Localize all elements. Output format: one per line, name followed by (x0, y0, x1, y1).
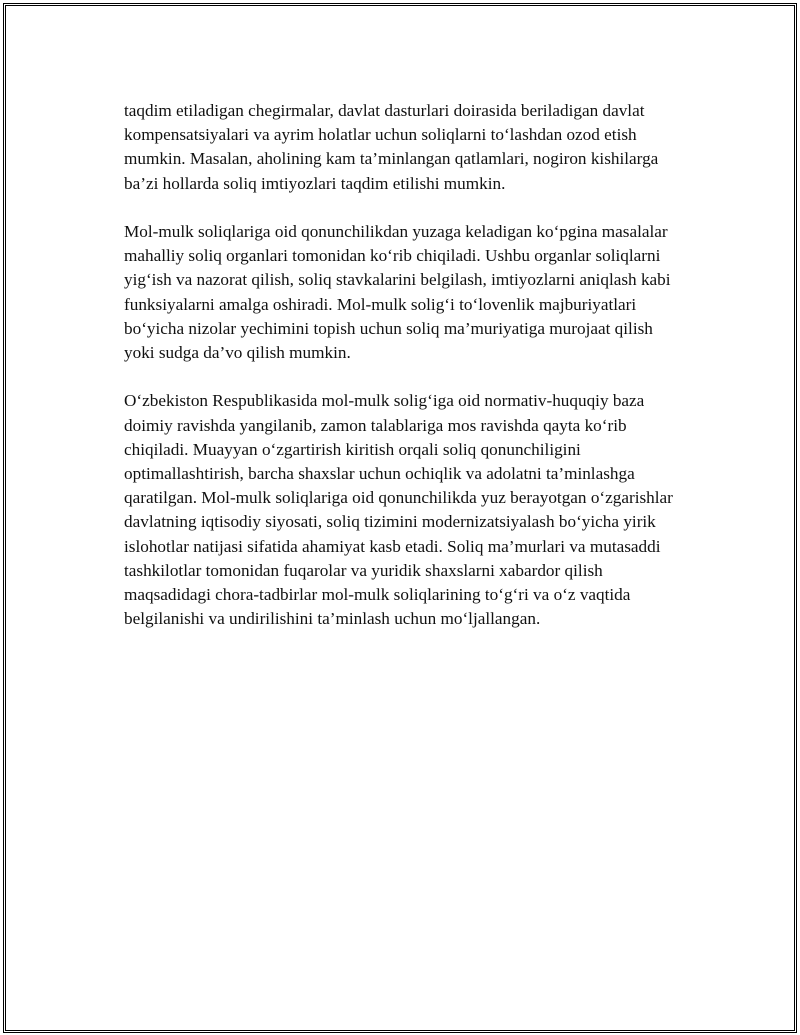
page-frame (3, 3, 797, 1033)
paragraph-2: Mol-mulk soliqlariga oid qonunchilikdan yuzaga keladigan ko‘pgina masalalar mahalliy soliq organlari tomonidan ko‘rib chiqiladi. Ushbu organlar soliqlarni yig‘ish va nazorat qilish, soliq stavkalarini belgilash, imtiyozlarni aniqlash kabi funksiyalarni amalga oshiradi. Mol-mulk solig‘i to‘lovenlik majburiyatlari bo‘yicha nizolar yechimini topish uchun soliq ma’muriyatiga murojaat qilish yoki sudga da’vo qilish mumkin. (124, 222, 671, 363)
paragraph-1: taqdim etiladigan chegirmalar, davlat dasturlari doirasida beriladigan davlat kompensatsiyalari va ayrim holatlar uchun soliqlarni to‘lashdan ozod etish mumkin. Masalan, aholining kam ta’minlangan qatlamlari, nogiron kishilarga ba’zi hollarda soliq imtiyozlari taqdim etilishi mumkin. (124, 101, 659, 193)
document-body (124, 99, 684, 631)
paragraph-3: O‘zbekiston Respublikasida mol-mulk solig‘iga oid normativ-huquqiy baza doimiy ravishda yangilanib, zamon talablariga mos ravishda qayta ko‘rib chiqiladi. Muayyan o‘zgartirish kiritish orqali soliq qonunchiligini optimallashtirish, barcha shaxslar uchun ochiqlik va adolatni ta’minlashga qaratilgan. Mol-mulk soliqlariga oid qonunchilikda yuz berayotgan o‘zgarishlar davlatning iqtisodiy siyosati, soliq tizimini modernizatsiyalash bo‘yicha yirik islohotlar natijasi sifatida ahamiyat kasb etadi. Soliq ma’murlari va mutasaddi tashkilotlar tomonidan fuqarolar va yuridik shaxslarni xabardor qilish maqsadidagi chora-tadbirlar mol-mulk soliqlarining to‘g‘ri va o‘z vaqtida belgilanishi va undirilishini ta’minlash uchun mo‘ljallangan. (124, 391, 673, 629)
